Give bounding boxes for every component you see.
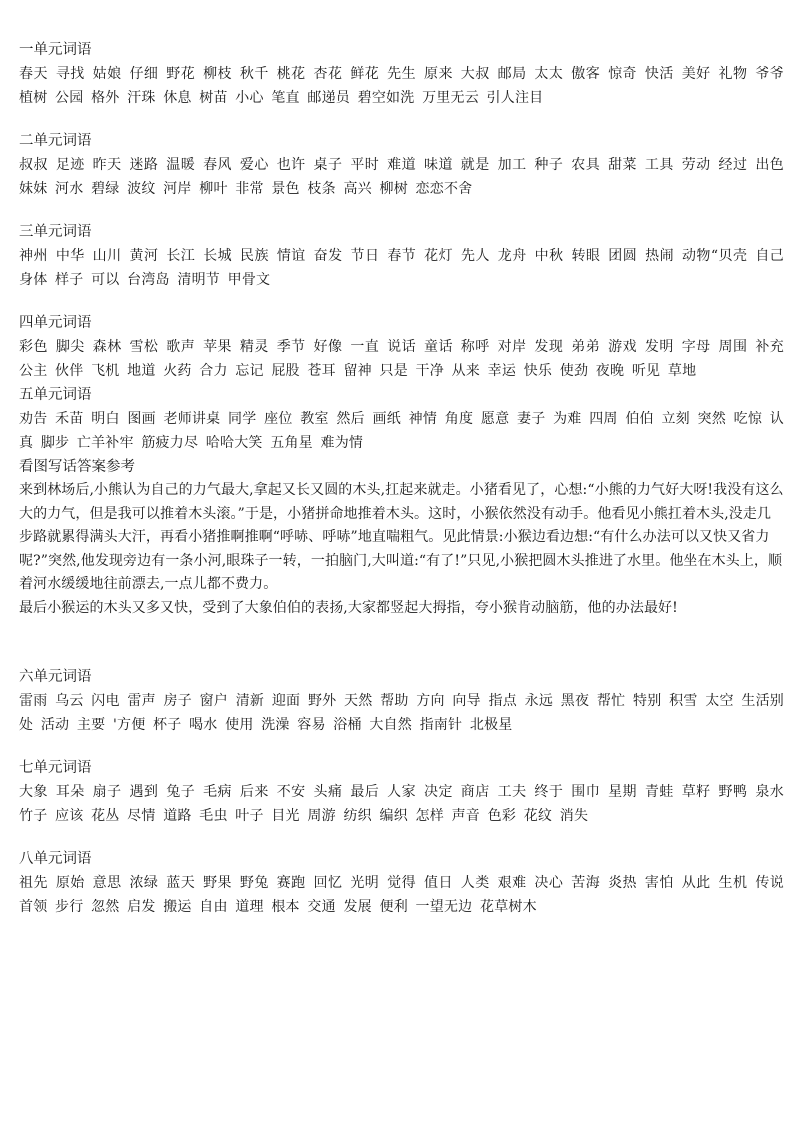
unit-8-heading: 八单元词语 — [19, 851, 92, 867]
unit-2-words: 叔叔 足迹 昨天 迷路 温暖 春风 爱心 也许 桌子 平时 难道 味道 就是 加工 种子 农具 甜菜 工具 劳动 经过 出色 妹妹 河水 碧绿 波纹 河岸 柳叶 非常 景色 枝条 高兴 柳树 恋恋不舍 — [19, 157, 784, 197]
picture-writing-section — [19, 455, 784, 620]
unit-4-words: 彩色 脚尖 森林 雪松 歌声 苹果 精灵 季节 好像 一直 说话 童话 称呼 对岸 发现 弟弟 游戏 发明 字母 周围 补充 公主 伙伴 飞机 地道 火药 合力 忘记 屁股 苍耳 留神 只是 干净 从来 幸运 快乐 使劲 夜晚 听见 草地 — [19, 339, 784, 379]
unit-1-section — [19, 38, 784, 110]
picture-writing-heading: 看图写话答案参考 — [19, 459, 135, 475]
unit-6-section — [19, 665, 784, 737]
unit-1-words: 春天 寻找 姑娘 仔细 野花 柳枝 秋千 桃花 杏花 鲜花 先生 原来 大叔 邮局 太太 傲客 惊奇 快活 美好 礼物 爷爷 植树 公园 格外 汗珠 休息 树苗 小心 笔直 邮递员 碧空如洗 万里无云 引人注目 — [19, 66, 784, 106]
unit-6-words: 雷雨 乌云 闪电 雷声 房子 窗户 清新 迎面 野外 天然 帮助 方向 向导 指点 永远 黑夜 帮忙 特别 积雪 太空 生活别处 活动 主要 '方便 杯子 喝水 使用 洗澡 容易 浴桶 大自然 指南针 北极星 — [19, 693, 784, 733]
picture-writing-paragraph-1: 来到林场后,小熊认为自己的力气最大,拿起又长又圆的木头,扛起来就走。小猪看见了，心想:“小熊的力气好大呀!我没有这么大的力气，但是我可以推着木头滚。”于是，小猪拼命地推着木头。这时，小猴依然没有动手。他看见小熊扛着木头,没走几步路就累得满头大汗，再看小猪推啊推啊“呼哧、呼哧”地直喘粗气。见此情景:小猴边看边想:“有什么办法可以又快又省力呢?”突然,他发现旁边有一条小河,眼珠子一转，一拍脑门,大叫道:“有了!”只见,小猴把圆木头推进了水里。他坐在木头上，顺着河水缓缓地往前漂去,一点儿都不费力。 — [19, 482, 784, 592]
unit-8-section — [19, 847, 784, 919]
unit-7-heading: 七单元词语 — [19, 760, 92, 776]
unit-5-words: 劝告 禾苗 明白 图画 老师讲桌 同学 座位 教室 然后 画纸 神情 角度 愿意 妻子 为难 四周 伯伯 立刻 突然 吃惊 认真 脚步 亡羊补牢 筋疲力尽 哈哈大笑 五角星 难为情 — [19, 411, 784, 451]
unit-3-section — [19, 220, 784, 292]
unit-3-heading: 三单元词语 — [19, 224, 92, 240]
unit-4-section — [19, 311, 784, 383]
unit-7-section — [19, 756, 784, 828]
unit-4-heading: 四单元词语 — [19, 315, 92, 331]
unit-3-words: 神州 中华 山川 黄河 长江 长城 民族 情谊 奋发 节日 春节 花灯 先人 龙舟 中秋 转眼 团圆 热闹 动物“贝壳 自己 身体 样子 可以 台湾岛 清明节 甲骨文 — [19, 248, 784, 288]
unit-2-heading: 二单元词语 — [19, 133, 92, 149]
unit-6-heading: 六单元词语 — [19, 669, 92, 685]
picture-writing-paragraph-2: 最后小猴运的木头又多又快，受到了大象伯伯的表扬,大家都竖起大拇指，夸小猴肯动脑筋，他的办法最好! — [19, 599, 678, 616]
unit-5-heading: 五单元词语 — [19, 387, 92, 403]
unit-2-section — [19, 129, 784, 201]
unit-8-words: 祖先 原始 意思 浓绿 蓝天 野果 野兔 赛跑 回忆 光明 觉得 值日 人类 艰难 决心 苦海 炎热 害怕 从此 生机 传说 首领 步行 忽然 启发 搬运 自由 道理 根本 交通 发展 便利 一望无边 花草树木 — [19, 875, 784, 915]
unit-1-heading: 一单元词语 — [19, 42, 92, 58]
unit-5-section — [19, 383, 784, 455]
unit-7-words: 大象 耳朵 扇子 遇到 兔子 毛病 后来 不安 头痛 最后 人家 决定 商店 工夫 终于 围巾 星期 青蛙 草籽 野鸭 泉水 竹子 应该 花丛 尽情 道路 毛虫 叶子 目光 周游 纺织 编织 怎样 声音 色彩 花纹 消失 — [19, 784, 784, 824]
